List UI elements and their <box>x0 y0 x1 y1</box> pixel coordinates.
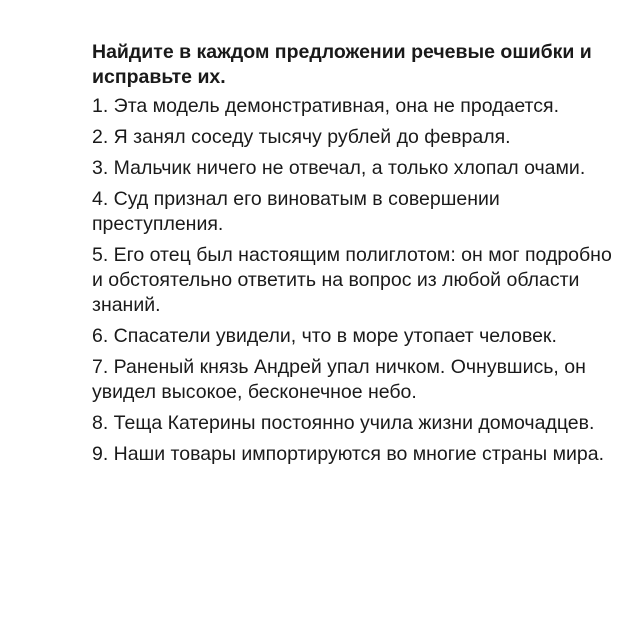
sentence-item: 4. Суд признал его виноватым в совершении преступления. <box>92 188 500 235</box>
sentence-item: 6. Спасатели увидели, что в море утопает человек. <box>92 325 557 347</box>
exercise-sheet <box>92 40 612 473</box>
sentence-item: 7. Раненый князь Андрей упал ничком. Очнувшись, он увидел высокое, бесконечное небо. <box>92 356 586 403</box>
sentence-item: 2. Я занял соседу тысячу рублей до февраля. <box>92 126 511 148</box>
exercise-title: Найдите в каждом предложении речевые ошибки и исправьте их. <box>92 41 592 88</box>
sentence-list <box>92 94 612 467</box>
sentence-item: 8. Теща Катерины постоянно учила жизни домочадцев. <box>92 412 595 434</box>
sentence-item: 9. Наши товары импортируются во многие страны мира. <box>92 443 605 465</box>
sentence-item: 5. Его отец был настоящим полиглотом: он мог подробно и обстоятельно ответить на вопрос из любой области знаний. <box>92 244 612 316</box>
sentence-item: 1. Эта модель демонстративная, она не продается. <box>92 95 559 117</box>
sentence-item: 3. Мальчик ничего не отвечал, а только хлопал очами. <box>92 157 586 179</box>
